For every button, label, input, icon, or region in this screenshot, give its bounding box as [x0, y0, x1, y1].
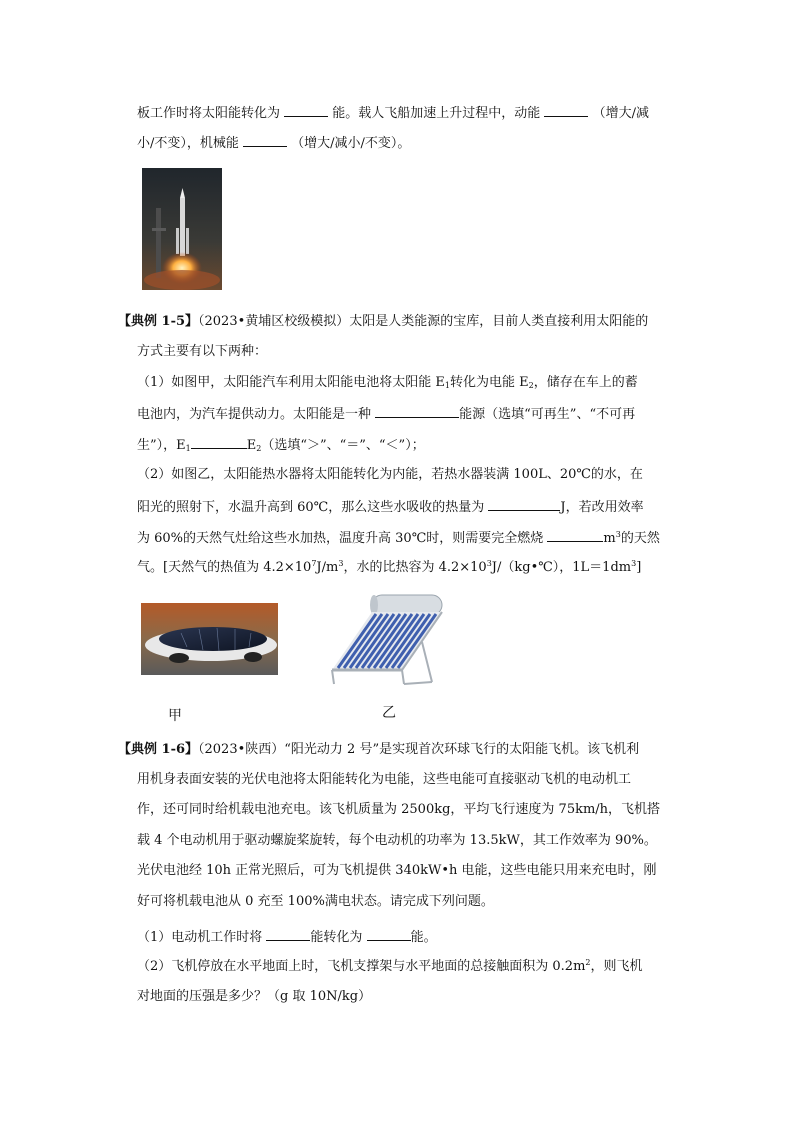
text-line: 为 60%的天然气灶给这些水加热，温度升高 30℃时，则需要完全燃烧 $m^3$的天然	[137, 527, 660, 549]
answer-blank[interactable]	[284, 102, 328, 117]
text-line: 对地面的压强是多少？（g 取 10N/kg）	[137, 989, 372, 1004]
text-line: 电池内，为汽车提供动力。太阳能是一种 能源（选填“可再生”、“不可再	[137, 403, 635, 425]
text-line: 阳光的照射下，水温升高到 60℃，那么这些水吸收的热量为 J，若改用效率	[137, 496, 644, 518]
text-line: 板工作时将太阳能转化为 能。载人飞船加速上升过程中，动能 （增大/减	[137, 102, 649, 124]
answer-blank[interactable]	[547, 527, 603, 542]
rocket-launch-image	[142, 168, 222, 290]
text-line: 气。[天然气的热值为 $4.2\times 10^7J/m^3$，水的比热容为 $4.2\times 10^3J/(kg•℃)$，$1L=1dm^3$]	[137, 559, 642, 575]
caption-yi: 乙	[382, 705, 396, 721]
caption-jia: 甲	[168, 708, 182, 724]
solar-car-image	[141, 603, 278, 675]
text-line: 好可将机载电池从 0 充至 100%满电状态。请完成下列问题。	[137, 894, 494, 909]
text-line: 用机身表面安装的光伏电池将太阳能转化为电能，这些电能可直接驱动飞机的电动机工	[137, 772, 632, 787]
text-line: （2）飞机停放在水平地面上时，飞机支撑架与水平地面的总接触面积为 $0.2m^2$，则飞机	[137, 958, 643, 974]
answer-blank[interactable]	[191, 434, 247, 449]
example-1-6-header: 【典例 1-6】（2023•陕西）“阳光动力 2 号”是实现首次环球飞行的太阳能飞机。该飞机利	[118, 742, 640, 757]
answer-blank[interactable]	[266, 926, 310, 941]
example-1-5-header: 【典例 1-5】（2023•黄埔区校级模拟）太阳是人类能源的宝库，目前人类直接利用太阳能的	[118, 314, 649, 329]
text-line: 小/不变），机械能 （增大/减小/不变）。	[137, 132, 410, 154]
solar-water-heater-image	[322, 590, 457, 690]
text-line: 载 4 个电动机用于驱动螺旋桨旋转，每个电动机的功率为 13.5kW，其工作效率为 90%。	[137, 833, 657, 848]
answer-blank[interactable]	[243, 132, 287, 147]
answer-blank[interactable]	[488, 496, 560, 511]
answer-blank[interactable]	[367, 926, 411, 941]
text-line: 生”），$E_1$ $E_2$（选填“＞”、“＝”、“＜”）；	[137, 434, 425, 456]
text-line: 光伏电池经 10h 正常光照后，可为飞机提供 340kW•h 电能，这些电能只用来充电时，刚	[137, 863, 657, 878]
text-line: （2）如图乙，太阳能热水器将太阳能转化为内能，若热水器装满 100L、20℃的水，在	[137, 467, 643, 482]
answer-blank[interactable]	[544, 102, 588, 117]
text-line: 作，还可同时给机载电池充电。该飞机质量为 2500kg，平均飞行速度为 75km/h，飞机搭	[137, 802, 661, 817]
answer-blank[interactable]	[375, 403, 459, 418]
text-line: （1）电动机工作时将 能转化为 能。	[137, 926, 437, 948]
text-line: （1）如图甲，太阳能汽车利用太阳能电池将太阳能 $E_1$转化为电能 $E_2$，储存在车上的蓄	[137, 375, 638, 390]
text-line: 方式主要有以下两种：	[137, 344, 268, 359]
